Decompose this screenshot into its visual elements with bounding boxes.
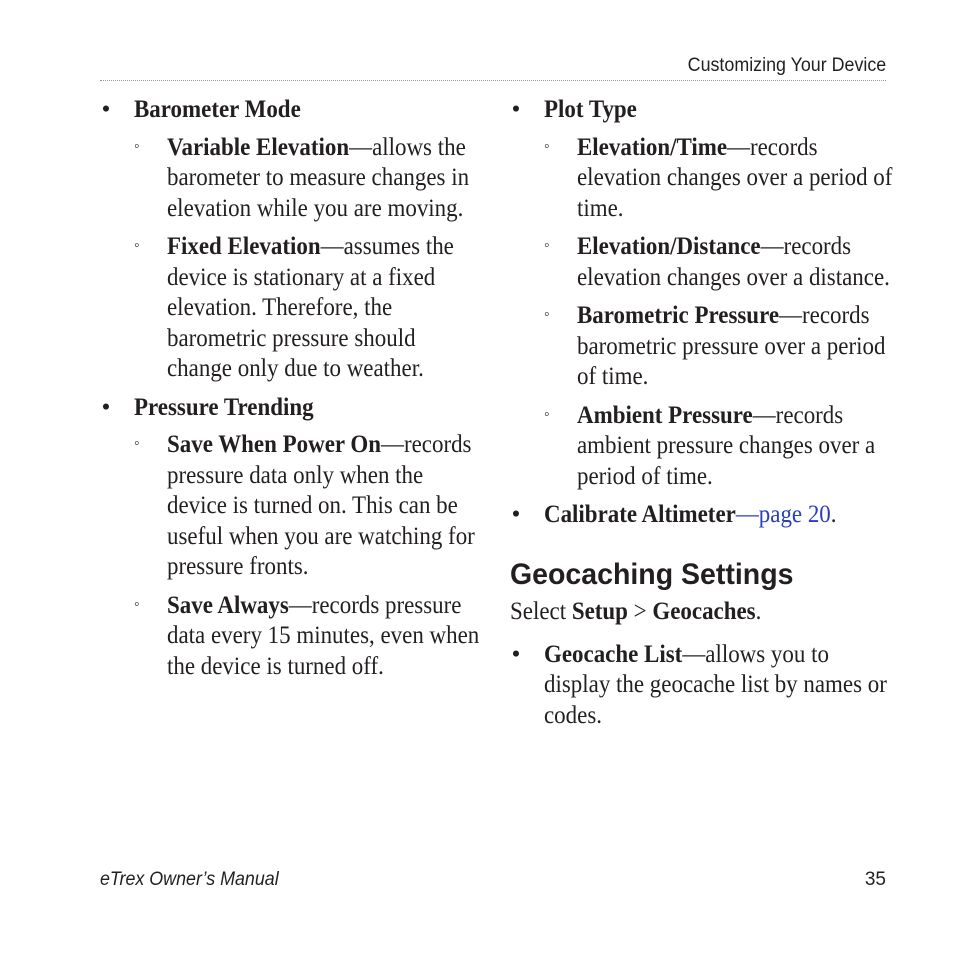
item-description: —records elevation changes over a period of time.: [577, 131, 893, 222]
item-term: Fixed Elevation: [167, 231, 321, 260]
right-column: [510, 94, 895, 737]
list-item-calibrate-altimeter: [510, 499, 895, 530]
menu-geocaches: Geocaches: [652, 596, 756, 625]
item-description: —assumes the device is stationary at a fixed elevation. Therefore, the barometric pressure should change only due to weather.: [167, 231, 454, 382]
page-number: 35: [864, 869, 886, 890]
item-term: Barometric Pressure: [577, 300, 780, 329]
running-header: Customizing Your Device: [687, 55, 886, 76]
list-item-variable-elevation: [100, 132, 485, 224]
bullet-marker: •: [101, 391, 111, 421]
item-label: Barometer Mode: [134, 94, 301, 123]
item-description: —records pressure data only when the device is turned on. This can be useful when you are watching for pressure fronts.: [167, 429, 475, 580]
list-item-save-always: [100, 590, 485, 682]
item-term: Geocache List: [544, 638, 683, 668]
sub-bullet-marker: ◦: [134, 237, 140, 254]
item-description: —records barometric pressure over a period of time.: [577, 300, 886, 390]
item-label: Pressure Trending: [134, 391, 314, 421]
bullet-marker: •: [511, 499, 521, 528]
left-column: [100, 94, 485, 689]
sub-bullet-marker: ◦: [134, 435, 140, 452]
list-item-ambient-pressure: [510, 400, 895, 492]
menu-separator: >: [627, 596, 653, 625]
select-instruction: [510, 596, 895, 627]
item-term: Variable Elevation: [167, 131, 350, 161]
list-item-barometer-mode: [100, 94, 485, 125]
item-description: —allows the barometer to measure changes in elevation while you are moving.: [167, 131, 470, 222]
sub-bullet-marker: ◦: [544, 137, 550, 155]
sub-bullet-marker: ◦: [134, 137, 140, 155]
item-term: Elevation/Time: [577, 131, 728, 161]
sub-bullet-marker: ◦: [544, 306, 550, 323]
item-period: .: [830, 499, 837, 528]
instruction-prefix: Select: [510, 596, 572, 625]
bullet-marker: •: [101, 94, 111, 123]
item-description: —records ambient pressure changes over a period of time.: [577, 399, 876, 490]
item-term: Ambient Pressure: [577, 399, 753, 429]
item-term: Save Always: [167, 589, 289, 619]
menu-setup: Setup: [571, 596, 628, 625]
list-item-save-when-power-on: [100, 429, 485, 582]
instruction-period: .: [755, 596, 762, 625]
sub-bullet-marker: ◦: [544, 405, 550, 423]
footer-manual-title: eTrex Owner’s Manual: [100, 869, 279, 890]
sub-bullet-marker: ◦: [134, 595, 140, 613]
item-label: Calibrate Altimeter: [544, 499, 736, 528]
list-item-elevation-time: [510, 132, 895, 224]
section-heading: Geocaching Settings: [510, 557, 794, 591]
list-item-pressure-trending: [100, 392, 485, 423]
page-link[interactable]: —page 20: [735, 499, 831, 528]
item-label: Plot Type: [544, 94, 637, 123]
item-term: Save When Power On: [167, 429, 382, 458]
list-item-geocache-list: [510, 639, 895, 731]
bullet-marker: •: [511, 638, 521, 668]
list-item-barometric-pressure: [510, 300, 895, 392]
item-description: —records pressure data every 15 minutes, even when the device is turned off.: [167, 589, 480, 680]
list-item-plot-type: [510, 94, 895, 125]
item-term: Elevation/Distance: [577, 231, 761, 260]
item-description: —allows you to display the geocache list by names or codes.: [544, 638, 887, 729]
item-description: —records elevation changes over a distance.: [577, 231, 890, 291]
list-item-fixed-elevation: [100, 231, 485, 384]
bullet-marker: •: [511, 94, 521, 123]
header-divider: [100, 80, 886, 81]
sub-bullet-marker: ◦: [544, 237, 550, 254]
list-item-elevation-distance: [510, 231, 895, 292]
